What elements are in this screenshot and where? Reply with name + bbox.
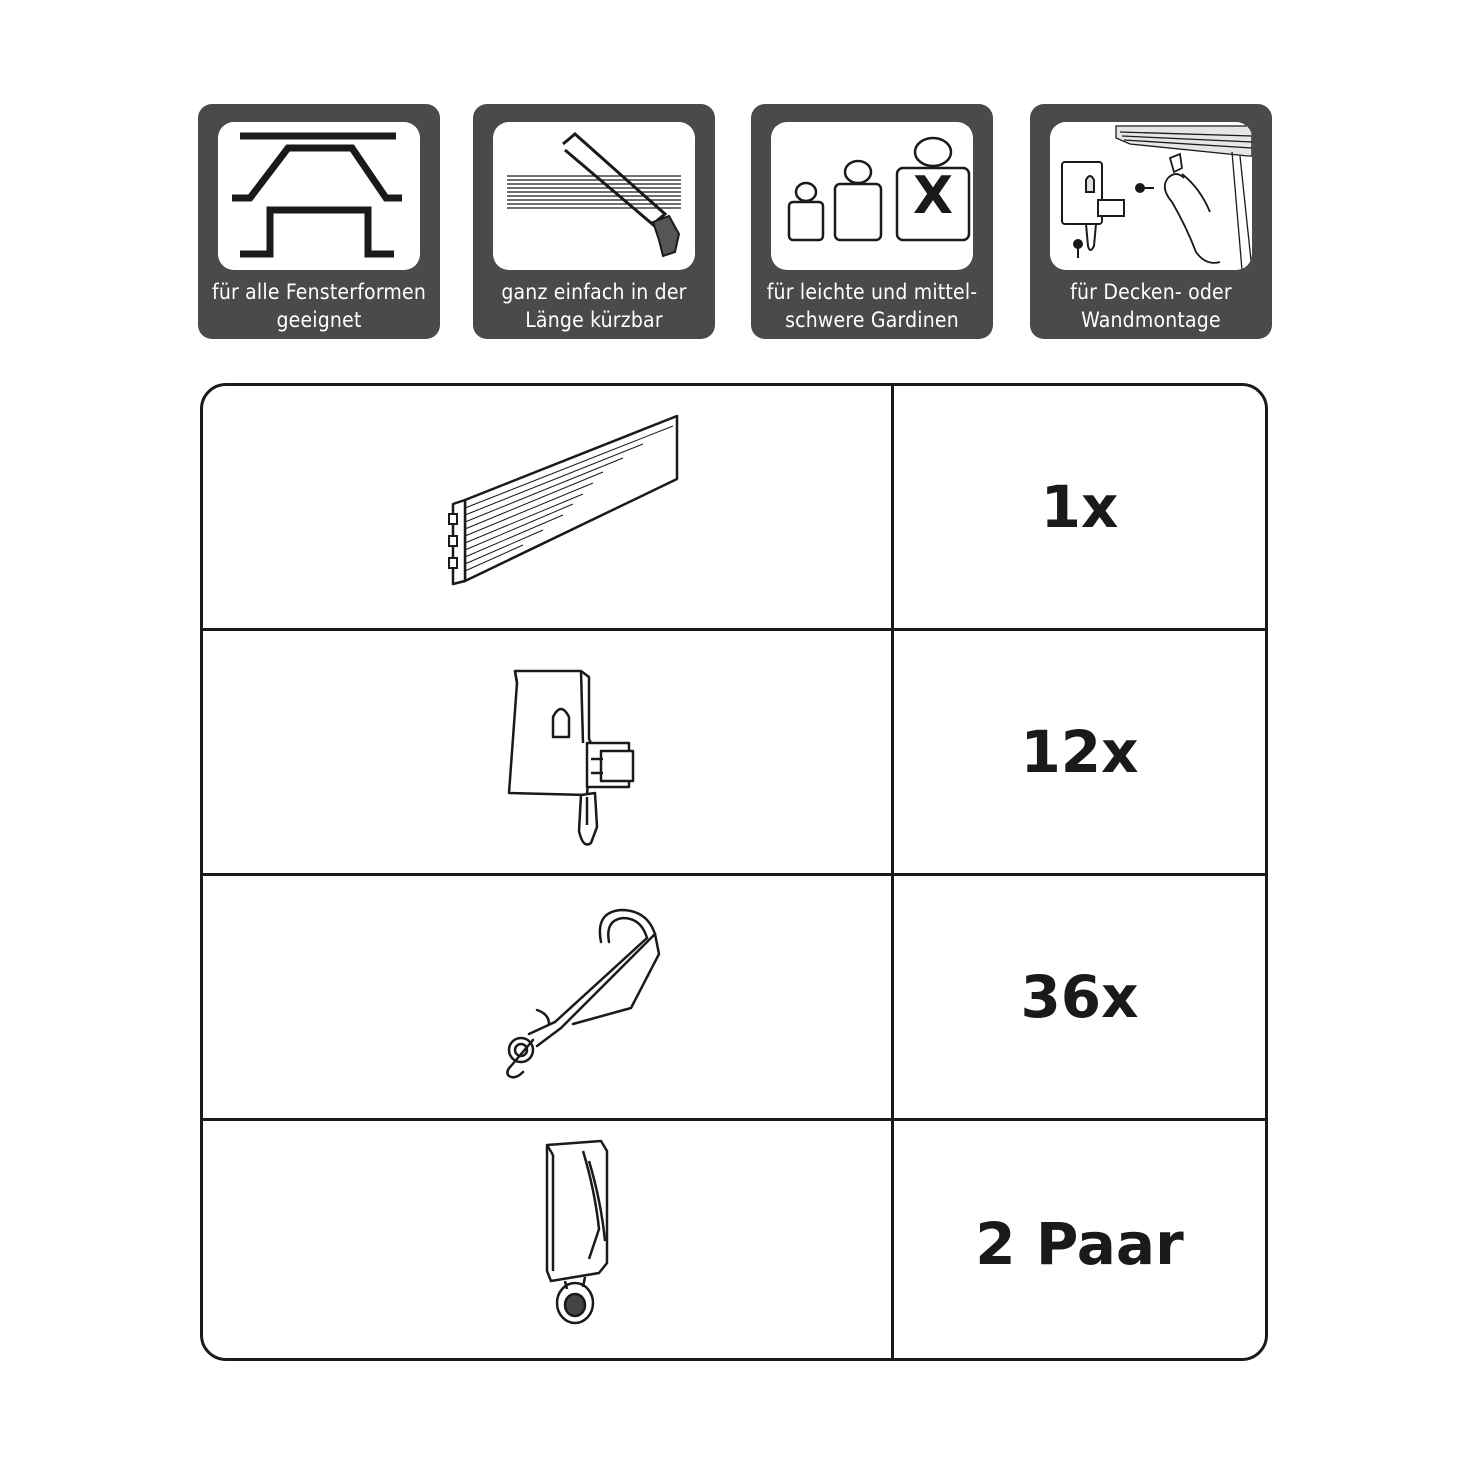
table-row xyxy=(203,876,1265,1121)
curtain-rail-profile-icon xyxy=(203,386,894,628)
end-stopper-icon xyxy=(203,1121,894,1361)
feature-caption xyxy=(473,276,715,336)
feature-tile-window-shapes xyxy=(198,104,440,339)
feature-caption-line: für alle Fensterformen xyxy=(211,280,427,304)
hacksaw-cutting-rail-icon xyxy=(493,122,695,270)
quantity-label: 1x xyxy=(1040,473,1119,541)
feature-caption-line: Länge kürzbar xyxy=(525,308,663,332)
feature-caption-line: für Decken- oder xyxy=(1070,280,1232,304)
feature-caption-line: Wandmontage xyxy=(1081,308,1221,332)
weights-icon xyxy=(771,122,973,270)
feature-tile-mounting xyxy=(1030,104,1272,339)
table-row xyxy=(203,1121,1265,1361)
curtain-hook-glider-icon xyxy=(203,876,894,1118)
mounting-bracket-icon xyxy=(203,631,894,873)
table-row xyxy=(203,631,1265,876)
feature-tile-cut-to-length xyxy=(473,104,715,339)
window-profile-shapes-icon xyxy=(218,122,420,270)
weight-crossed-mark: X xyxy=(912,166,954,226)
table-row xyxy=(203,386,1265,631)
quantity-label: 36x xyxy=(1020,963,1139,1031)
package-contents-table xyxy=(200,383,1268,1361)
feature-tile-curtain-weight xyxy=(751,104,993,339)
feature-caption xyxy=(1030,276,1272,336)
feature-caption-line: ganz einfach in der xyxy=(501,280,687,304)
feature-caption xyxy=(751,276,993,336)
ceiling-wall-mounting-icon xyxy=(1050,122,1252,270)
feature-caption-line: für leichte und mittel- xyxy=(766,280,978,304)
feature-tiles xyxy=(198,104,1272,339)
feature-caption xyxy=(198,276,440,336)
quantity-label: 12x xyxy=(1020,718,1139,786)
feature-caption-line: geeignet xyxy=(276,308,362,332)
feature-caption-line: schwere Gardinen xyxy=(785,308,959,332)
quantity-label: 2 Paar xyxy=(975,1209,1184,1278)
